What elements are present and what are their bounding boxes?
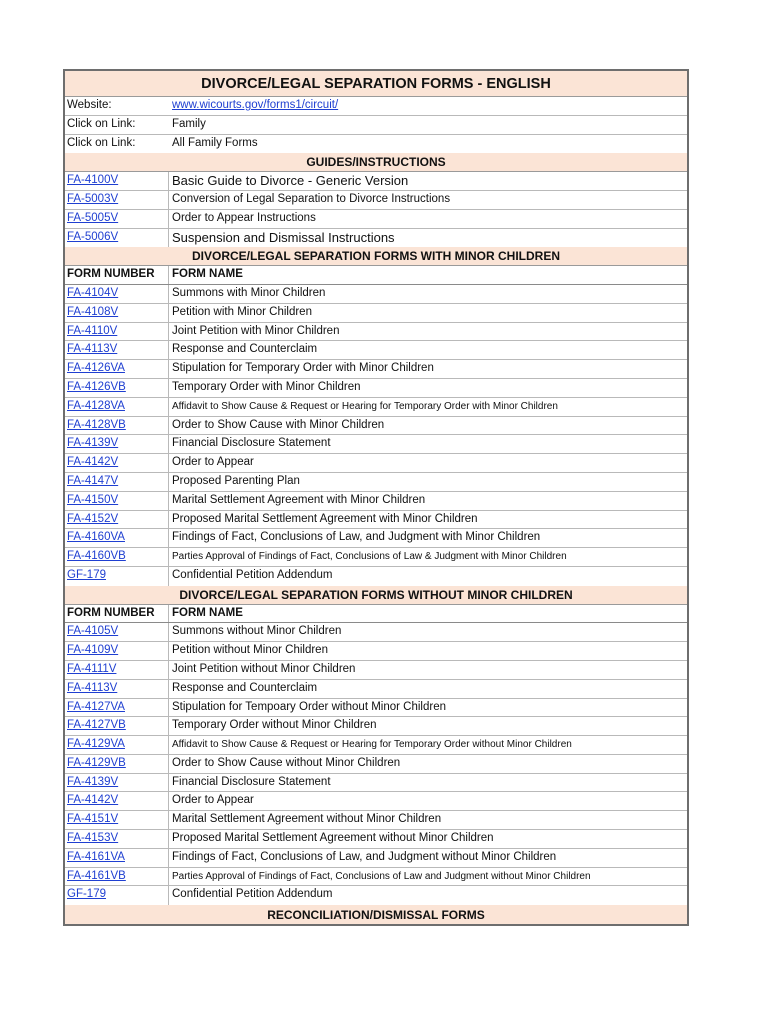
- table-row: [65, 398, 687, 417]
- table-row: [65, 830, 687, 849]
- form-name: Financial Disclosure Statement: [172, 437, 331, 450]
- form-name: Findings of Fact, Conclusions of Law, and Judgment with Minor Children: [172, 531, 541, 544]
- form-name: Confidential Petition Addendum: [172, 568, 333, 581]
- form-number-link[interactable]: FA-4142V: [65, 792, 169, 810]
- form-number-link[interactable]: FA-4129VB: [65, 755, 169, 773]
- form-name: Parties Approval of Findings of Fact, Conclusions of Law and Judgment without Minor Children: [172, 870, 591, 882]
- info-row: [65, 116, 687, 135]
- website-link[interactable]: www.wicourts.gov/forms1/circuit/: [172, 99, 339, 111]
- info-value: Family: [172, 117, 206, 130]
- form-number-link[interactable]: FA-4109V: [65, 642, 169, 660]
- form-name: Marital Settlement Agreement without Minor Children: [172, 813, 442, 826]
- form-name: Order to Appear Instructions: [172, 211, 316, 224]
- form-number-link[interactable]: FA-4126VA: [65, 360, 169, 378]
- form-number-link[interactable]: FA-5005V: [65, 210, 169, 228]
- table-row: [65, 886, 687, 905]
- table-row: [65, 736, 687, 755]
- form-number-link[interactable]: FA-4150V: [65, 492, 169, 510]
- form-name: Stipulation for Tempoary Order without Minor Children: [172, 700, 446, 713]
- info-value: All Family Forms: [172, 136, 258, 149]
- table-row: [65, 529, 687, 548]
- form-name: Proposed Marital Settlement Agreement without Minor Children: [172, 832, 494, 845]
- table-row: [65, 304, 687, 323]
- info-block: [65, 97, 687, 153]
- form-name: Affidavit to Show Cause & Request or Hearing for Temporary Order without Minor Children: [172, 739, 572, 751]
- form-number-link[interactable]: FA-4127VA: [65, 699, 169, 717]
- form-name: Response and Counterclaim: [172, 343, 318, 356]
- form-number-link[interactable]: FA-4151V: [65, 811, 169, 829]
- form-name: Response and Counterclaim: [172, 681, 318, 694]
- table-row: [65, 191, 687, 210]
- form-name: Petition without Minor Children: [172, 644, 328, 657]
- form-name: Joint Petition with Minor Children: [172, 324, 340, 337]
- table-row: [65, 285, 687, 304]
- column-header-form-name: FORM NAME: [172, 606, 243, 619]
- form-name: Conversion of Legal Separation to Divorce Instructions: [172, 192, 451, 205]
- document-title: DIVORCE/LEGAL SEPARATION FORMS - ENGLISH: [65, 71, 687, 97]
- form-number-link[interactable]: FA-4142V: [65, 454, 169, 472]
- form-number-link[interactable]: FA-4128VB: [65, 417, 169, 435]
- form-number-link[interactable]: FA-4100V: [65, 172, 169, 190]
- form-number-link[interactable]: FA-5003V: [65, 191, 169, 209]
- form-number-link[interactable]: FA-4105V: [65, 623, 169, 641]
- section-heading-reconciliation: RECONCILIATION/DISMISSAL FORMS: [65, 905, 687, 924]
- form-name: Financial Disclosure Statement: [172, 775, 331, 788]
- table-row: [65, 699, 687, 718]
- table-row: [65, 492, 687, 511]
- info-row: [65, 135, 687, 154]
- form-name: Marital Settlement Agreement with Minor Children: [172, 493, 426, 506]
- form-name: Confidential Petition Addendum: [172, 888, 333, 901]
- column-header-form-number: FORM NUMBER: [65, 266, 169, 284]
- table-row: [65, 811, 687, 830]
- form-number-link[interactable]: FA-4139V: [65, 435, 169, 453]
- form-number-link[interactable]: FA-4161VA: [65, 849, 169, 867]
- form-number-link[interactable]: FA-4108V: [65, 304, 169, 322]
- section-heading-with-minor-children: DIVORCE/LEGAL SEPARATION FORMS WITH MINOR CHILDREN: [65, 247, 687, 266]
- table-row: [65, 623, 687, 642]
- form-number-link[interactable]: FA-4128VA: [65, 398, 169, 416]
- table-row: [65, 755, 687, 774]
- form-number-link[interactable]: FA-4139V: [65, 774, 169, 792]
- table-row: [65, 473, 687, 492]
- table-row: [65, 210, 687, 229]
- column-header-form-name: FORM NAME: [172, 268, 243, 281]
- form-name: Basic Guide to Divorce - Generic Version: [172, 173, 409, 189]
- form-name: Order to Show Cause without Minor Children: [172, 756, 401, 769]
- form-number-link[interactable]: FA-4126VB: [65, 379, 169, 397]
- info-label: Click on Link:: [67, 136, 136, 149]
- info-row: [65, 97, 687, 116]
- form-number-link[interactable]: FA-4160VA: [65, 529, 169, 547]
- form-name: Order to Show Cause with Minor Children: [172, 418, 385, 431]
- form-number-link[interactable]: FA-4104V: [65, 285, 169, 303]
- table-row: [65, 341, 687, 360]
- form-name: Parties Approval of Findings of Fact, Conclusions of Law & Judgment with Minor Children: [172, 551, 567, 563]
- section-heading-without-minor-children: DIVORCE/LEGAL SEPARATION FORMS WITHOUT MINOR CHILDREN: [65, 586, 687, 605]
- form-number-link[interactable]: FA-4129VA: [65, 736, 169, 754]
- form-name: Order to Appear: [172, 456, 254, 469]
- form-number-link[interactable]: FA-4127VB: [65, 717, 169, 735]
- form-name: Summons without Minor Children: [172, 625, 342, 638]
- info-label: Click on Link:: [67, 117, 136, 130]
- form-number-link[interactable]: FA-4113V: [65, 680, 169, 698]
- form-number-link[interactable]: FA-4161VB: [65, 868, 169, 886]
- form-name: Proposed Marital Settlement Agreement with Minor Children: [172, 512, 478, 525]
- section-heading-guides: GUIDES/INSTRUCTIONS: [65, 153, 687, 172]
- table-row: [65, 717, 687, 736]
- table-row: [65, 454, 687, 473]
- form-name: Order to Appear: [172, 794, 254, 807]
- table-row: [65, 229, 687, 248]
- column-header-row: [65, 266, 687, 285]
- table-row: [65, 172, 687, 191]
- table-row: [65, 548, 687, 567]
- table-row: [65, 792, 687, 811]
- table-row: [65, 567, 687, 586]
- form-name: Stipulation for Temporary Order with Minor Children: [172, 362, 434, 375]
- form-name: Petition with Minor Children: [172, 305, 312, 318]
- with-minor-children-list: [65, 285, 687, 586]
- table-row: [65, 511, 687, 530]
- form-number-link[interactable]: FA-4113V: [65, 341, 169, 359]
- column-header-row: [65, 605, 687, 624]
- form-number-link[interactable]: FA-4160VB: [65, 548, 169, 566]
- form-name: Temporary Order without Minor Children: [172, 719, 377, 732]
- form-name: Affidavit to Show Cause & Request or Hearing for Temporary Order with Minor Children: [172, 400, 558, 412]
- form-number-link[interactable]: FA-4111V: [65, 661, 169, 679]
- table-row: [65, 661, 687, 680]
- table-row: [65, 379, 687, 398]
- form-number-link[interactable]: FA-4110V: [65, 323, 169, 341]
- form-number-link[interactable]: FA-4152V: [65, 511, 169, 529]
- table-row: [65, 774, 687, 793]
- form-name: Temporary Order with Minor Children: [172, 380, 361, 393]
- table-row: [65, 360, 687, 379]
- table-row: [65, 868, 687, 887]
- table-row: [65, 323, 687, 342]
- form-number-link[interactable]: FA-4153V: [65, 830, 169, 848]
- table-row: [65, 642, 687, 661]
- form-number-link[interactable]: GF-179: [65, 567, 169, 586]
- form-number-link[interactable]: FA-4147V: [65, 473, 169, 491]
- column-header-form-number: FORM NUMBER: [65, 605, 169, 623]
- table-row: [65, 849, 687, 868]
- table-row: [65, 417, 687, 436]
- without-minor-children-list: [65, 623, 687, 905]
- form-name: Joint Petition without Minor Children: [172, 662, 356, 675]
- form-number-link[interactable]: GF-179: [65, 886, 169, 905]
- info-label: Website:: [67, 99, 112, 111]
- form-name: Findings of Fact, Conclusions of Law, and Judgment without Minor Children: [172, 850, 557, 863]
- table-row: [65, 680, 687, 699]
- form-name: Suspension and Dismissal Instructions: [172, 229, 395, 245]
- forms-table: [63, 69, 689, 926]
- guides-list: [65, 172, 687, 247]
- form-name: Summons with Minor Children: [172, 286, 326, 299]
- form-name: Proposed Parenting Plan: [172, 474, 300, 487]
- table-row: [65, 435, 687, 454]
- form-number-link[interactable]: FA-5006V: [65, 229, 169, 248]
